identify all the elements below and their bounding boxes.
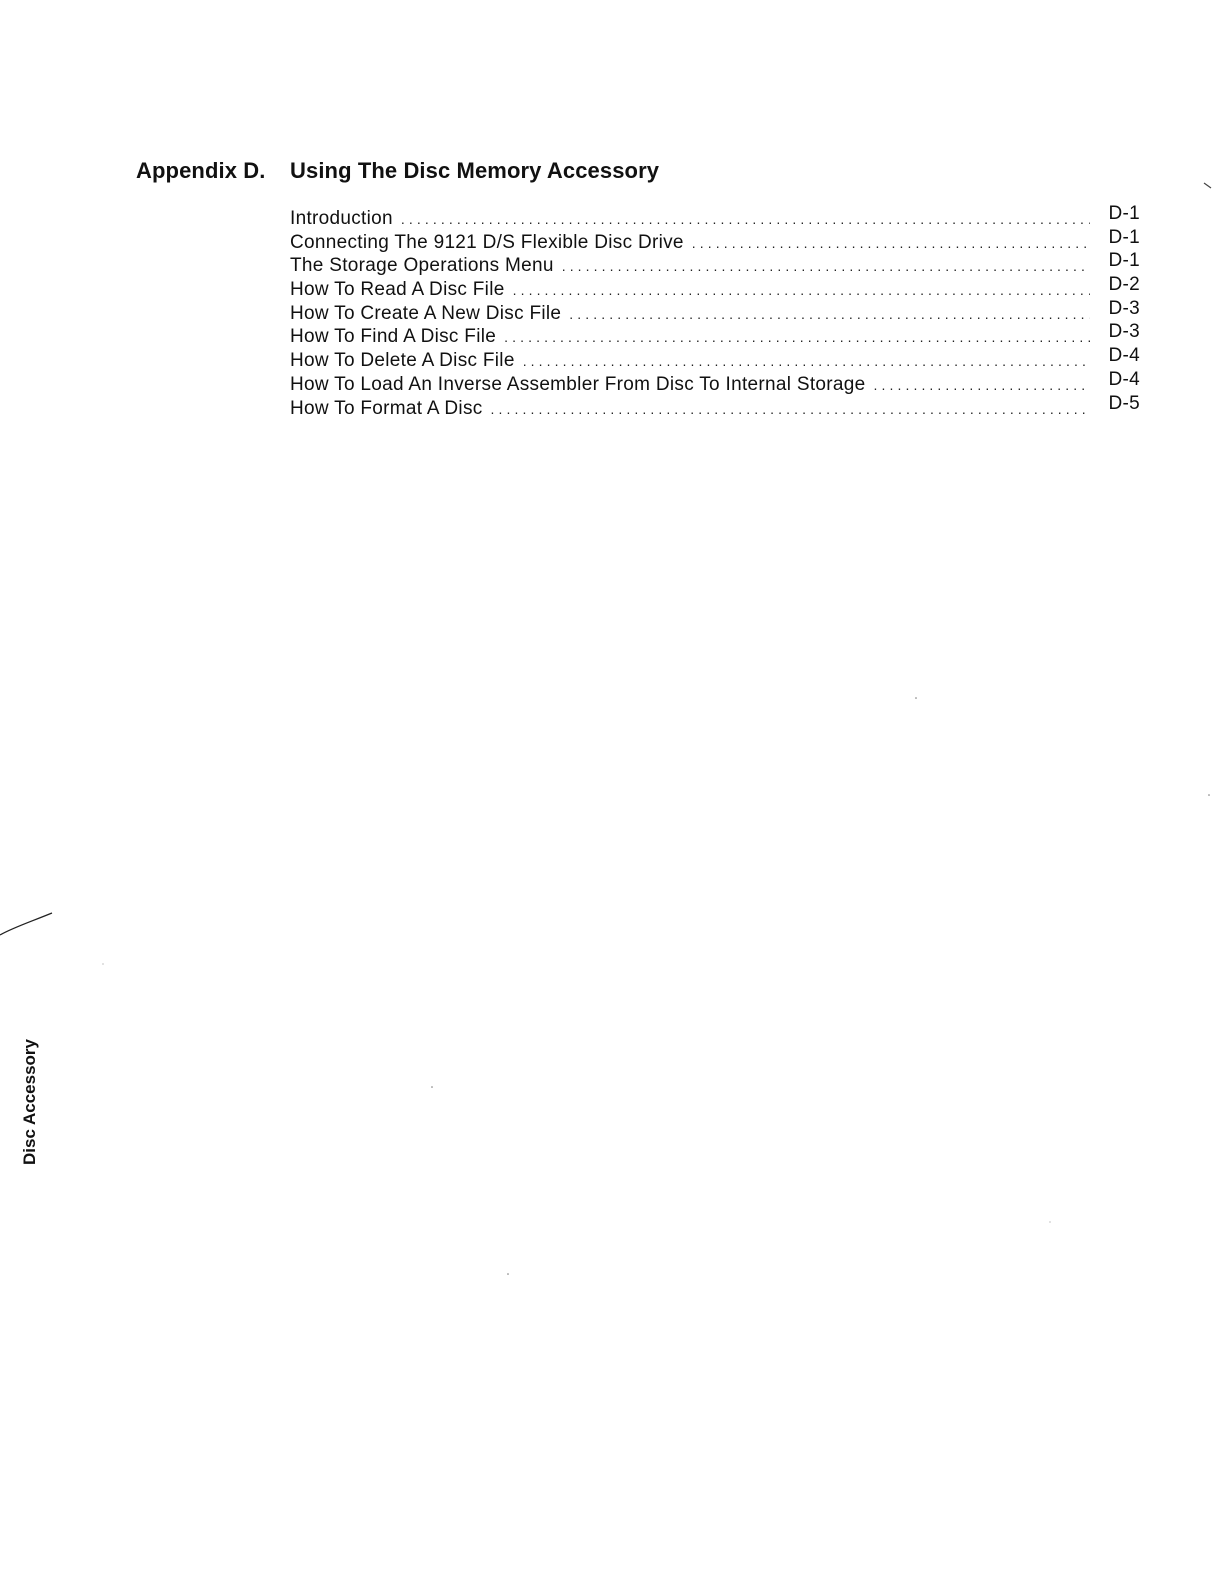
speck [1049, 1221, 1050, 1222]
dot-leader [692, 235, 1090, 251]
toc-entry-title: Introduction [290, 208, 393, 229]
toc-entry-page: D-3 [1108, 321, 1140, 343]
speck [915, 697, 917, 699]
dot-leader [569, 306, 1090, 322]
appendix-label: Appendix D. [136, 158, 266, 183]
toc-entry-connecting-drive [290, 226, 1140, 256]
dot-leader [523, 353, 1090, 369]
section-side-tab: Disc Accessory [20, 1038, 39, 1165]
toc-entry-title: The Storage Operations Menu [290, 255, 554, 277]
toc-entry-page: D-3 [1108, 297, 1140, 319]
toc-entry-storage-menu [290, 250, 1140, 279]
toc-entry-find-file [290, 321, 1140, 350]
toc-entry-title: How To Find A Disc File [290, 326, 497, 348]
toc-entry-delete-file [290, 345, 1140, 374]
dot-leader [513, 282, 1090, 298]
corner-tick-mark [1204, 183, 1211, 188]
toc-entry-page: D-1 [1108, 203, 1140, 224]
table-of-contents [290, 203, 1140, 421]
toc-entry-page: D-4 [1108, 345, 1140, 367]
toc-entry-load-inverse-assembler [290, 368, 1140, 398]
toc-entry-page: D-1 [1108, 250, 1140, 272]
toc-entry-introduction [290, 203, 1140, 232]
toc-entry-page: D-2 [1108, 274, 1140, 296]
toc-entry-title: How To Delete A Disc File [290, 350, 515, 372]
appendix-heading [136, 158, 659, 184]
speck [1208, 794, 1210, 796]
toc-entry-page: D-1 [1108, 226, 1140, 248]
toc-entry-title: How To Read A Disc File [290, 279, 505, 301]
dot-leader [504, 329, 1090, 345]
toc-entry-create-file [290, 297, 1140, 327]
dot-leader [491, 401, 1090, 417]
toc-entry-title: How To Format A Disc [290, 397, 483, 419]
pen-stroke-mark [0, 913, 52, 935]
toc-entry-title: How To Load An Inverse Assembler From Disc To Internal Storage [290, 373, 866, 395]
toc-entry-title: How To Create A New Disc File [290, 302, 562, 324]
toc-entry-read-file [290, 274, 1140, 303]
speck [507, 1273, 509, 1275]
dot-leader [401, 211, 1090, 227]
speck [102, 963, 103, 964]
toc-entry-page: D-5 [1108, 392, 1140, 414]
speck [431, 1086, 433, 1088]
toc-entry-page: D-4 [1108, 368, 1140, 390]
dot-leader [562, 258, 1090, 274]
toc-entry-format-disc [290, 392, 1140, 422]
dot-leader [874, 377, 1091, 393]
toc-entry-title: Connecting The 9121 D/S Flexible Disc Drive [290, 231, 684, 253]
appendix-title: Using The Disc Memory Accessory [290, 158, 660, 183]
